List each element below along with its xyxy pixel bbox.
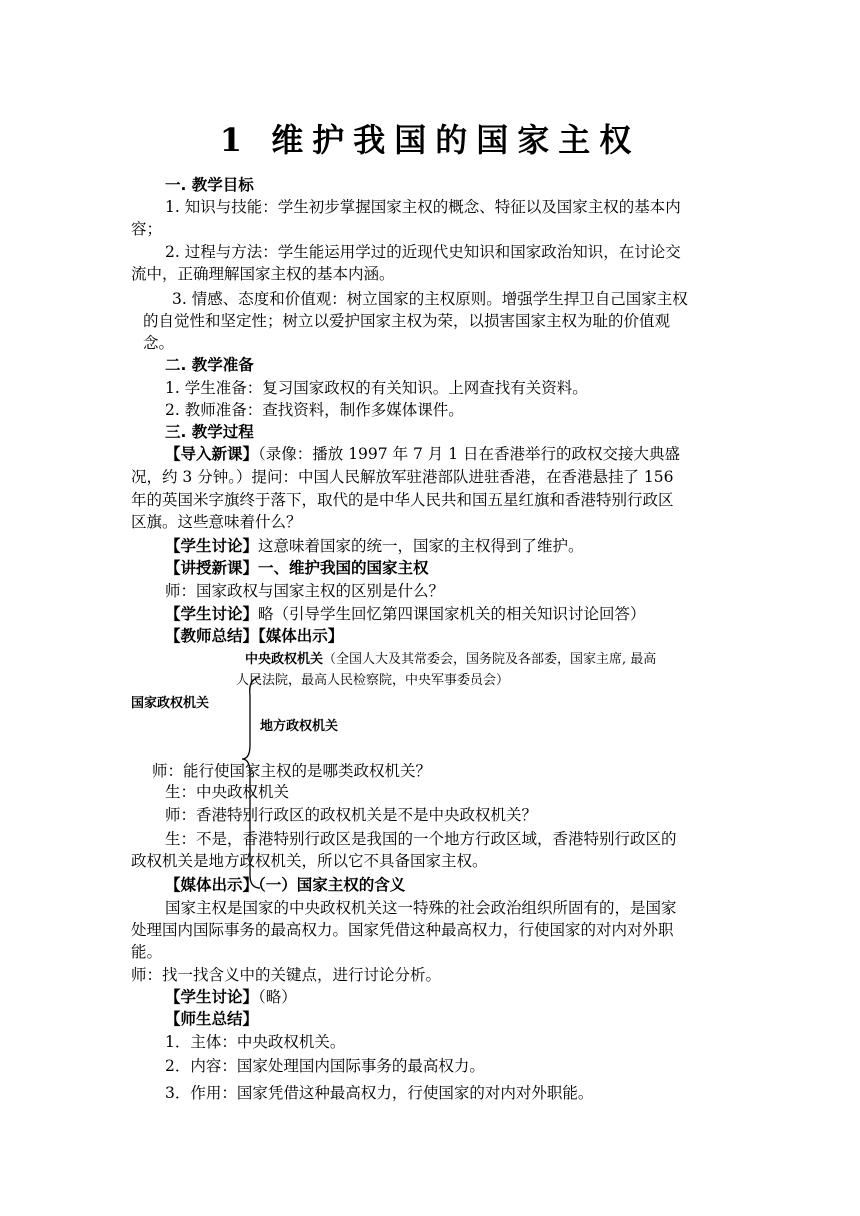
intro-line-2: 况，约 3 分钟。）提问：中国人民解放军驻港部队进驻香港，在香港悬挂了 156 <box>131 468 674 486</box>
local-organs: 地方政权机关 <box>260 719 339 734</box>
new-lesson <box>165 558 429 578</box>
state-organs-root: 国家政权机关 <box>131 696 210 711</box>
goal-1-line-2: 容； <box>131 220 163 238</box>
discussion-2 <box>165 604 646 624</box>
summary-point-3: 3．作用：国家凭借这种最高权力，行使国家的对内对外职能。 <box>165 1084 594 1102</box>
summary-point-1: 1．主体：中央政权机关。 <box>165 1033 346 1051</box>
question-4: 师：找一找含义中的关键点，进行讨论分析。 <box>131 966 442 984</box>
section-heading-process: 三. 教学过程 <box>165 423 254 441</box>
discussion-1 <box>165 536 584 556</box>
answer-3-line-1: 生：不是，香港特别行政区是我国的一个地方行政区域，香港特别行政区的 <box>165 830 677 848</box>
discussion-3 <box>165 987 297 1007</box>
central-organs-desc: （全国人大及其常委会，国务院及各部委，国家主席, 最高 <box>323 652 657 667</box>
goal-2-line-1: 2. 过程与方法：学生能运用学过的近现代史知识和国家政治知识，在讨论交 <box>165 243 681 261</box>
discussion-tag: 【学生讨论】 <box>165 537 259 555</box>
prep-teacher: 2. 教师准备：查找资料，制作多媒体课件。 <box>165 401 464 419</box>
page-title: 1 维护我国的国家主权 <box>219 121 641 159</box>
question-2: 师：能行使国家主权的是哪类政权机关？ <box>152 762 432 780</box>
discussion-tag: 【学生讨论】 <box>165 605 259 623</box>
definition-line-3: 能。 <box>131 943 163 961</box>
summary-point-2: 2．内容：国家处理国内国际事务的最高权力。 <box>165 1057 485 1075</box>
new-lesson-tag: 【讲授新课】 <box>165 559 259 577</box>
goal-2-line-2: 流中，正确理解国家主权的基本内涵。 <box>131 265 395 283</box>
intro-tag: 【导入新课】 <box>165 445 259 463</box>
discussion-text: （略） <box>258 988 297 1006</box>
goal-1-line-1: 1. 知识与技能：学生初步掌握国家主权的概念、特征以及国家主权的基本内 <box>165 198 681 216</box>
answer-3-line-2: 政权机关是地方政权机关，所以它不具备国家主权。 <box>131 852 488 870</box>
intro-line-3: 年的英国米字旗终于落下，取代的是中华人民共和国五星红旗和香港特别行政区 <box>131 491 674 509</box>
new-lesson-title: 一、维护我国的国家主权 <box>258 559 429 577</box>
goal-3-line-1: 3. 情感、态度和价值观：树立国家的主权原则。增强学生捍卫自己国家主权 <box>172 290 688 308</box>
media-tag: 【媒体出示】 <box>165 876 259 894</box>
discussion-tag: 【学生讨论】 <box>165 988 259 1006</box>
question-1: 师：国家政权与国家主权的区别是什么？ <box>165 582 445 600</box>
media-title: （一）国家主权的含义 <box>258 876 406 894</box>
answer-2: 生：中央政权机关 <box>165 783 290 801</box>
question-3: 师：香港特别行政区的政权机关是不是中央政权机关？ <box>165 806 538 824</box>
discussion-text: 这意味着国家的统一，国家的主权得到了维护。 <box>258 537 584 555</box>
intro-line-1 <box>165 444 680 464</box>
central-organs-desc-2: 人民法院，最高人民检察院，中央军事委员会） <box>236 673 510 688</box>
intro-line-4: 区旗。这些意味着什么？ <box>131 513 302 531</box>
discussion-text: 略（引导学生回忆第四课国家机关的相关知识讨论回答） <box>258 605 646 623</box>
prep-student: 1. 学生准备：复习国家政权的有关知识。上网查找有关资料。 <box>165 379 588 397</box>
summary-2-tag: 【师生总结】 <box>165 1010 259 1028</box>
summary-tag: 【教师总结】【媒体出示】 <box>165 627 344 645</box>
definition-line-2: 处理国内国际事务的最高权力。国家凭借这种最高权力，行使国家的对内对外职 <box>131 921 674 939</box>
central-organs-label: 中央政权机关 <box>245 652 324 667</box>
central-organs <box>245 650 656 670</box>
section-heading-prep: 二. 教学准备 <box>165 356 254 374</box>
goal-3-line-2: 的自觉性和坚定性；树立以爱护国家主权为荣，以损害国家主权为耻的价值观 <box>143 312 671 330</box>
section-heading-goals: 一. 教学目标 <box>165 176 254 194</box>
goal-3-line-3: 念。 <box>143 334 175 352</box>
media-heading <box>165 875 405 895</box>
definition-line-1: 国家主权是国家的中央政权机关这一特殊的社会政治组织所固有的，是国家 <box>165 899 677 917</box>
intro-text: （录像：播放 1997 年 7 月 1 日在香港举行的政权交接大典盛 <box>258 445 680 463</box>
